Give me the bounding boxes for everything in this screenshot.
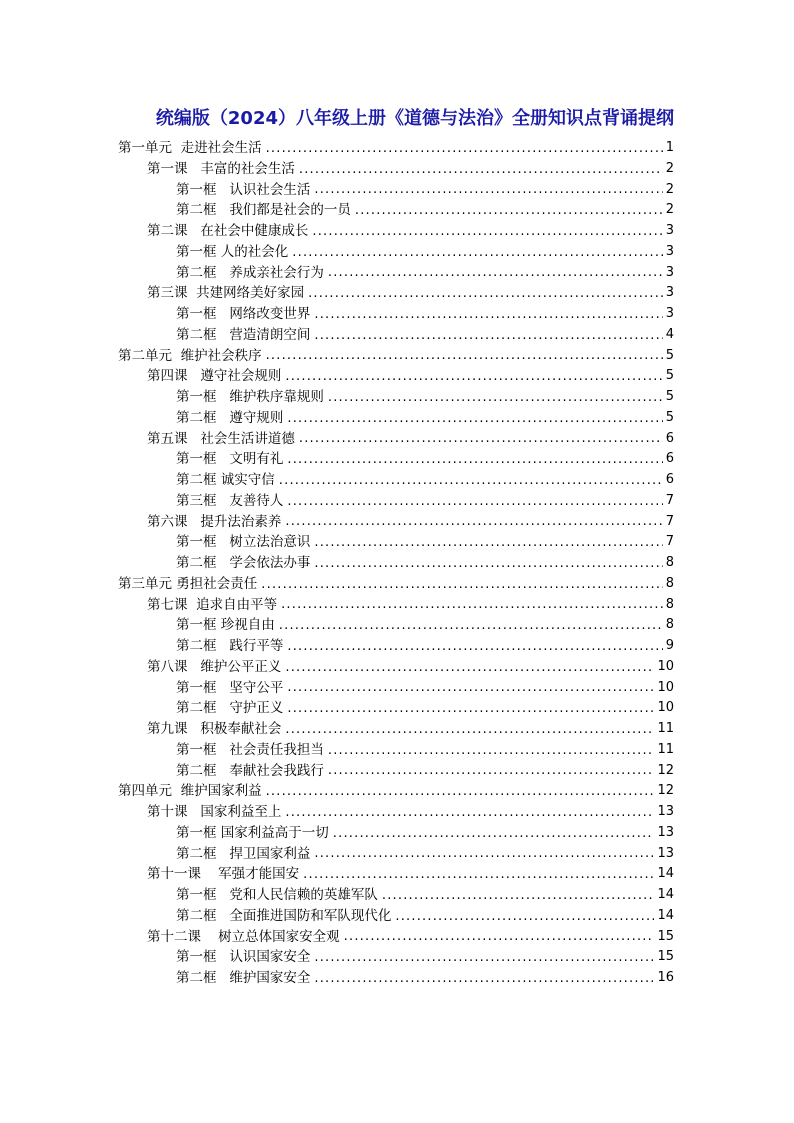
toc-entry-label: 第二框 学会依法办事 xyxy=(176,555,311,571)
toc-page-number: 5 xyxy=(665,389,674,404)
toc-page-number: 2 xyxy=(665,160,674,176)
toc-entry[interactable] xyxy=(118,242,674,263)
toc-page-number: 6 xyxy=(665,451,674,467)
toc-dot-leader xyxy=(285,803,654,823)
toc-entry[interactable] xyxy=(118,761,674,782)
toc-entry[interactable] xyxy=(118,138,674,159)
toc-page-number: 5 xyxy=(665,347,674,363)
toc-entry[interactable] xyxy=(118,366,674,387)
toc-entry[interactable] xyxy=(118,532,674,553)
toc-page-number: 10 xyxy=(657,658,674,674)
toc-entry-label: 第八课 维护公平正义 xyxy=(147,658,282,675)
toc-entry-label: 第三课 共建网络美好家园 xyxy=(147,285,305,302)
toc-entry-label: 第二框 营造清朗空间 xyxy=(176,326,311,343)
toc-dot-leader xyxy=(314,948,654,968)
toc-dot-leader xyxy=(279,471,663,491)
toc-dot-leader xyxy=(328,761,655,781)
toc-entry-label: 第二框 践行平等 xyxy=(176,638,284,654)
toc-entry[interactable] xyxy=(118,221,674,242)
toc-entry-label: 第一框 网络改变世界 xyxy=(176,306,311,322)
toc-entry[interactable] xyxy=(118,574,674,595)
toc-dot-leader xyxy=(308,284,663,304)
toc-entry[interactable] xyxy=(118,387,674,408)
toc-entry-label: 第一课 丰富的社会生活 xyxy=(147,160,295,177)
toc-page-number: 15 xyxy=(657,928,674,944)
toc-entry[interactable] xyxy=(118,449,674,470)
toc-entry-label: 第一框 文明有礼 xyxy=(176,451,284,468)
toc-dot-leader xyxy=(287,450,662,470)
toc-dot-leader xyxy=(395,907,654,927)
toc-page-number: 5 xyxy=(665,368,674,384)
toc-dot-leader xyxy=(314,554,662,574)
toc-page-number: 6 xyxy=(665,472,674,487)
toc-entry-label: 第四课 遵守社会规则 xyxy=(147,368,282,385)
toc-page-number: 5 xyxy=(665,409,674,425)
toc-entry[interactable] xyxy=(118,698,674,719)
toc-entry-label: 第二框 捍卫国家利益 xyxy=(176,845,311,862)
toc-entry-label: 第二框 维护国家安全 xyxy=(176,970,311,986)
toc-dot-leader xyxy=(312,222,662,242)
toc-page-number: 12 xyxy=(657,762,674,778)
toc-page-number: 10 xyxy=(657,700,674,716)
toc-page-number: 6 xyxy=(665,430,674,446)
toc-dot-leader xyxy=(328,388,663,408)
toc-entry-label: 第五课 社会生活讲道德 xyxy=(147,430,295,447)
toc-entry[interactable] xyxy=(118,615,674,636)
toc-page-number: 8 xyxy=(665,596,674,612)
toc-dot-leader xyxy=(355,201,663,221)
toc-entry[interactable] xyxy=(118,636,674,657)
toc-entry[interactable] xyxy=(118,263,674,284)
toc-page-number: 13 xyxy=(657,824,674,840)
toc-entry[interactable] xyxy=(118,968,674,989)
toc-page-number: 3 xyxy=(665,264,674,280)
toc-entry[interactable] xyxy=(118,885,674,906)
toc-entry-label: 第十二课 树立总体国家安全观 xyxy=(147,928,340,945)
toc-entry[interactable] xyxy=(118,553,674,574)
toc-dot-leader xyxy=(266,782,655,802)
toc-dot-leader xyxy=(285,512,662,532)
toc-dot-leader xyxy=(287,637,662,657)
toc-entry-label: 第二框 奉献社会我践行 xyxy=(176,762,324,779)
toc-page-number: 3 xyxy=(665,285,674,301)
toc-page-number: 7 xyxy=(665,534,674,550)
toc-dot-leader xyxy=(292,243,662,263)
toc-entry[interactable] xyxy=(118,325,674,346)
document-title: 统编版（2024）八年级上册《道德与法治》全册知识点背诵提纲 xyxy=(155,108,674,129)
toc-page-number: 8 xyxy=(665,617,674,633)
toc-entry-label: 第十课 国家利益至上 xyxy=(147,804,282,820)
toc-entry-label: 第一框 珍视自由 xyxy=(176,617,275,634)
toc-page-number: 11 xyxy=(657,741,674,757)
toc-page-number: 1 xyxy=(665,140,674,155)
toc-entry-label: 第一框 认识社会生活 xyxy=(176,181,311,198)
toc-entry-label: 第一框 社会责任我担当 xyxy=(176,741,324,758)
toc-entry-label: 第二框 我们都是社会的一员 xyxy=(176,202,351,219)
toc-dot-leader xyxy=(285,720,654,740)
toc-dot-leader xyxy=(281,595,663,615)
toc-dot-leader xyxy=(279,616,663,636)
toc-dot-leader xyxy=(314,305,662,325)
toc-entry[interactable] xyxy=(118,491,674,512)
toc-entry-label: 第七课 追求自由平等 xyxy=(147,596,278,613)
toc-page-number: 8 xyxy=(665,555,674,570)
toc-page-number: 7 xyxy=(665,492,674,508)
toc-entry[interactable] xyxy=(118,346,674,367)
toc-dot-leader xyxy=(287,678,654,698)
toc-dot-leader xyxy=(299,429,663,449)
toc-page-number: 8 xyxy=(665,575,674,591)
toc-entry-label: 第一框 人的社会化 xyxy=(176,243,289,260)
toc-entry-label: 第一框 党和人民信赖的英雄军队 xyxy=(176,887,378,903)
toc-entry-label: 第十一课 军强才能国安 xyxy=(147,866,300,883)
toc-dot-leader xyxy=(344,927,655,947)
toc-entry-label: 第三单元 勇担社会责任 xyxy=(118,575,258,592)
toc-entry-label: 第九课 积极奉献社会 xyxy=(147,721,282,737)
toc-page-number: 10 xyxy=(657,679,674,695)
toc-page-number: 15 xyxy=(657,949,674,965)
toc-entry[interactable] xyxy=(118,906,674,927)
toc-dot-leader xyxy=(314,533,662,553)
toc-dot-leader xyxy=(333,824,655,844)
toc-dot-leader xyxy=(266,139,663,159)
toc-dot-leader xyxy=(285,658,654,678)
toc-entry-label: 第六课 提升法治素养 xyxy=(147,513,282,530)
toc-page-number: 14 xyxy=(657,887,674,902)
toc-entry-label: 第二课 在社会中健康成长 xyxy=(147,223,309,239)
toc-page-number: 14 xyxy=(657,866,674,882)
toc-entry[interactable] xyxy=(118,678,674,699)
toc-dot-leader xyxy=(314,969,654,989)
toc-entry-label: 第一单元 走进社会生活 xyxy=(118,140,262,156)
toc-entry-label: 第二框 全面推进国防和军队现代化 xyxy=(176,907,392,924)
toc-entry[interactable] xyxy=(118,927,674,948)
toc-dot-leader xyxy=(314,326,662,346)
toc-page-number: 3 xyxy=(665,243,674,259)
toc-page-number: 9 xyxy=(665,638,674,653)
toc-entry[interactable] xyxy=(118,719,674,740)
toc-entry-label: 第二框 遵守规则 xyxy=(176,409,284,426)
toc-page-number: 3 xyxy=(665,223,674,238)
toc-page-number: 2 xyxy=(665,202,674,218)
toc-entry[interactable] xyxy=(118,781,674,802)
toc-entry[interactable] xyxy=(118,512,674,533)
toc-entry[interactable] xyxy=(118,470,674,491)
toc-dot-leader xyxy=(287,409,662,429)
toc-entry[interactable] xyxy=(118,200,674,221)
toc-entry[interactable] xyxy=(118,844,674,865)
toc-page-number: 3 xyxy=(665,306,674,321)
toc-page-number: 11 xyxy=(657,721,674,736)
toc-entry[interactable] xyxy=(118,802,674,823)
toc-page-number: 13 xyxy=(657,845,674,861)
toc-page-number: 12 xyxy=(657,783,674,799)
toc-entry[interactable] xyxy=(118,864,674,885)
toc-entry[interactable] xyxy=(118,304,674,325)
toc-dot-leader xyxy=(285,367,662,387)
toc-page-number: 2 xyxy=(665,181,674,197)
toc-dot-leader xyxy=(328,263,663,283)
toc-entry-label: 第一框 维护秩序靠规则 xyxy=(176,389,324,405)
toc-page-number: 7 xyxy=(665,513,674,529)
toc-entry[interactable] xyxy=(118,180,674,201)
toc-entry-label: 第一框 树立法治意识 xyxy=(176,534,311,551)
toc-entry[interactable] xyxy=(118,947,674,968)
toc-entry[interactable] xyxy=(118,429,674,450)
toc-entry-label: 第一框 认识国家安全 xyxy=(176,949,311,966)
toc-dot-leader xyxy=(314,180,662,200)
toc-dot-leader xyxy=(266,346,663,366)
toc-dot-leader xyxy=(328,741,655,761)
toc-entry[interactable] xyxy=(118,740,674,761)
toc-dot-leader xyxy=(261,575,662,595)
toc-entry-label: 第一框 国家利益高于一切 xyxy=(176,824,329,841)
toc-entry[interactable] xyxy=(118,823,674,844)
toc-page-number: 16 xyxy=(657,970,674,985)
toc-dot-leader xyxy=(303,865,654,885)
toc-dot-leader xyxy=(382,886,655,906)
toc-entry-label: 第四单元 维护国家利益 xyxy=(118,783,262,800)
toc-dot-leader xyxy=(287,699,654,719)
toc-page-number: 14 xyxy=(657,907,674,923)
toc-entry[interactable] xyxy=(118,657,674,678)
toc-entry[interactable] xyxy=(118,283,674,304)
toc-entry[interactable] xyxy=(118,408,674,429)
table-of-contents xyxy=(118,138,674,989)
toc-entry[interactable] xyxy=(118,159,674,180)
toc-dot-leader xyxy=(314,844,654,864)
toc-entry-label: 第二框 诚实守信 xyxy=(176,472,275,488)
toc-page-number: 4 xyxy=(665,326,674,342)
toc-dot-leader xyxy=(299,160,663,180)
toc-entry-label: 第一框 坚守公平 xyxy=(176,679,284,696)
toc-page-number: 13 xyxy=(657,804,674,819)
toc-entry-label: 第二框 守护正义 xyxy=(176,700,284,717)
toc-entry-label: 第二框 养成亲社会行为 xyxy=(176,264,324,281)
toc-entry-label: 第二单元 维护社会秩序 xyxy=(118,347,262,364)
toc-entry-label: 第三框 友善待人 xyxy=(176,492,284,509)
toc-dot-leader xyxy=(287,492,662,512)
toc-entry[interactable] xyxy=(118,595,674,616)
